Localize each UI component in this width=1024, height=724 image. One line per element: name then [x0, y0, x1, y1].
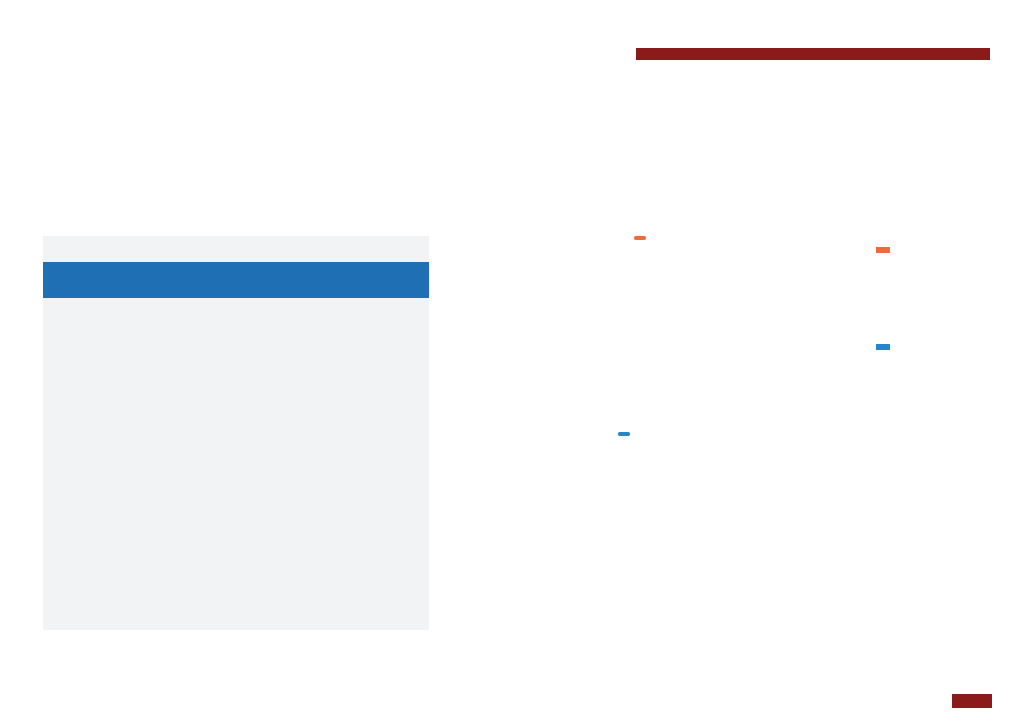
radar-svg: [582, 234, 894, 480]
customer-innovation-chip: [618, 432, 630, 436]
efficiency-innovation-tag: [876, 344, 890, 350]
gii-infographic: [43, 236, 429, 630]
gii-banner: [43, 262, 429, 298]
engineering-innovation-tag: [876, 247, 890, 253]
page-number: [976, 697, 988, 706]
header-english-bar: [636, 48, 990, 60]
industry-radar-chart: [582, 234, 894, 480]
science-innovation-chip: [634, 236, 646, 240]
